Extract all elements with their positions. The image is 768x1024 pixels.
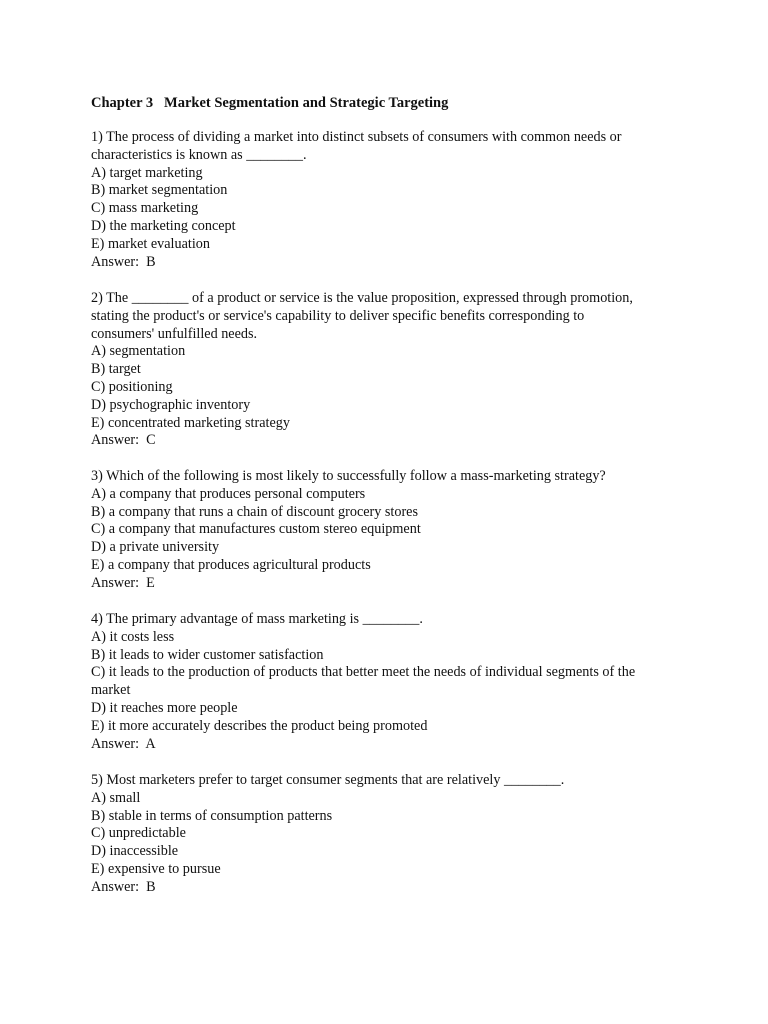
answer-option: B) market segmentation [91,182,228,199]
question-5 [91,772,691,897]
answer-option: C) mass marketing [91,200,199,217]
answer-option: A) target marketing [91,164,203,181]
answer-option: A) a company that produces personal computers [91,485,366,502]
question-4 [91,611,691,753]
answer-option: D) inaccessible [91,843,179,860]
answer-option: E) a company that produces agricultural products [91,556,371,573]
chapter-title: Chapter 3 Market Segmentation and Strategic Targeting [91,95,449,111]
question-stem-line: 2) The ________ of a product or service is the value proposition, expressed through promotion, [91,290,633,306]
answer-option: D) it reaches more people [91,699,238,716]
question-stem-line: stating the product's or service's capability to deliver specific benefits corresponding to [91,307,585,324]
answer-option: E) expensive to pursue [91,860,221,877]
question-stem-line: 4) The primary advantage of mass marketing is ________. [91,611,423,627]
answer-key: Answer: A [91,735,156,752]
answer-key: Answer: C [91,432,156,449]
answer-option: C) it leads to the production of products that better meet the needs of individual segments of the [91,664,636,681]
answer-key: Answer: E [91,574,155,591]
question-stem-line: 5) Most marketers prefer to target consumer segments that are relatively ________. [91,772,565,788]
question-stem-line: characteristics is known as ________. [91,146,307,163]
question-2 [91,290,691,450]
answer-option: E) concentrated marketing strategy [91,414,290,431]
answer-option: market [91,682,131,699]
answer-option: B) it leads to wider customer satisfaction [91,646,324,663]
answer-option: D) a private university [91,539,220,556]
answer-option: D) psychographic inventory [91,396,251,413]
answer-option: C) unpredictable [91,825,186,842]
answer-option: B) stable in terms of consumption patterns [91,807,333,824]
answer-option: C) a company that manufactures custom stereo equipment [91,521,421,538]
answer-option: A) segmentation [91,343,186,360]
question-stem-line: 1) The process of dividing a market into distinct subsets of consumers with common needs or [91,129,622,145]
question-stem-line: 3) Which of the following is most likely to successfully follow a mass-marketing strategy? [91,468,606,484]
answer-option: D) the marketing concept [91,217,236,234]
answer-option: E) it more accurately describes the product being promoted [91,717,428,734]
answer-option: B) target [91,361,141,378]
answer-option: B) a company that runs a chain of discount grocery stores [91,503,419,520]
answer-option: E) market evaluation [91,235,210,252]
answer-option: A) it costs less [91,628,175,645]
answer-key: Answer: B [91,878,156,895]
answer-option: A) small [91,789,141,806]
question-3 [91,468,691,593]
answer-option: C) positioning [91,378,173,395]
answer-key: Answer: B [91,253,156,270]
question-stem-line: consumers' unfulfilled needs. [91,325,258,342]
question-1 [91,129,691,271]
